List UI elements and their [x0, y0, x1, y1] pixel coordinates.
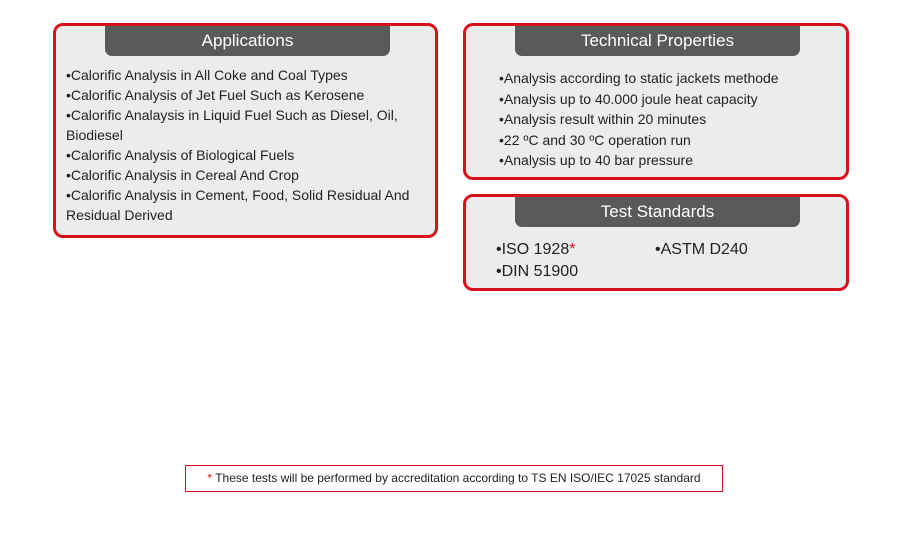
- list-item: [66, 65, 426, 85]
- standard-astm-text: ASTM D240: [660, 241, 748, 258]
- list-item-text: Calorific Analysis in All Coke and Coal Types: [70, 67, 348, 83]
- accreditation-mark: *: [569, 241, 576, 258]
- applications-panel: [53, 23, 438, 238]
- standard-iso: [496, 239, 575, 261]
- bullet: •: [655, 241, 661, 258]
- bullet: •: [499, 111, 504, 127]
- bullet: •: [66, 187, 71, 203]
- bullet: •: [66, 147, 71, 163]
- standard-din-text: DIN 51900: [501, 263, 579, 280]
- footnote-text: These tests will be performed by accreditation according to TS EN ISO/IEC 17025 standard: [212, 471, 701, 485]
- list-item-text: Analysis up to 40 bar pressure: [503, 152, 694, 168]
- list-item-text: Calorific Analysis of Biological Fuels: [70, 147, 295, 163]
- bullet: •: [499, 131, 504, 148]
- list-item: [499, 130, 839, 151]
- list-item-text: Analysis according to static jackets methode: [503, 70, 779, 86]
- list-item: [499, 150, 839, 171]
- list-item-text: Calorific Analysis in Cement, Food, Solid Residual And Residual Derived: [66, 187, 410, 223]
- list-item: [66, 185, 426, 225]
- technical-properties-panel: [463, 23, 849, 180]
- list-item-text: Analysis result within 20 minutes: [503, 111, 707, 127]
- applications-list: [66, 65, 426, 225]
- bullet: •: [499, 90, 504, 107]
- test-standards-panel: [463, 194, 849, 291]
- bullet: •: [499, 70, 504, 86]
- bullet: •: [66, 107, 71, 123]
- list-item: [66, 85, 426, 105]
- standard-astm: [655, 239, 748, 261]
- technical-properties-list: [499, 68, 839, 171]
- test-standards-title: Test Standards: [515, 197, 800, 227]
- bullet: •: [496, 241, 502, 258]
- standard-din: [496, 261, 578, 283]
- list-item-text: Calorific Analysis in Cereal And Crop: [70, 167, 299, 183]
- list-item-text: Analysis up to 40.000 joule heat capacity: [503, 90, 758, 107]
- bullet: •: [66, 167, 71, 183]
- bullet: •: [66, 67, 71, 83]
- standard-iso-text: ISO 1928: [501, 241, 570, 258]
- applications-title: Applications: [105, 26, 390, 56]
- accreditation-footnote: [185, 465, 723, 492]
- list-item: [66, 145, 426, 165]
- list-item-text: Calorific Analaysis in Liquid Fuel Such as Diesel, Oil, Biodiesel: [66, 107, 398, 143]
- list-item: [66, 165, 426, 185]
- list-item: [499, 109, 839, 130]
- list-item: [66, 105, 426, 145]
- bullet: •: [499, 152, 504, 168]
- list-item: [499, 68, 839, 89]
- list-item: [499, 89, 839, 110]
- list-item-text: 22 ºC and 30 ºC operation run: [503, 131, 691, 148]
- list-item-text: Calorific Analysis of Jet Fuel Such as Kerosene: [70, 87, 365, 103]
- footnote-mark: *: [207, 471, 213, 485]
- technical-properties-title: Technical Properties: [515, 26, 800, 56]
- bullet: •: [496, 263, 502, 280]
- bullet: •: [66, 87, 71, 103]
